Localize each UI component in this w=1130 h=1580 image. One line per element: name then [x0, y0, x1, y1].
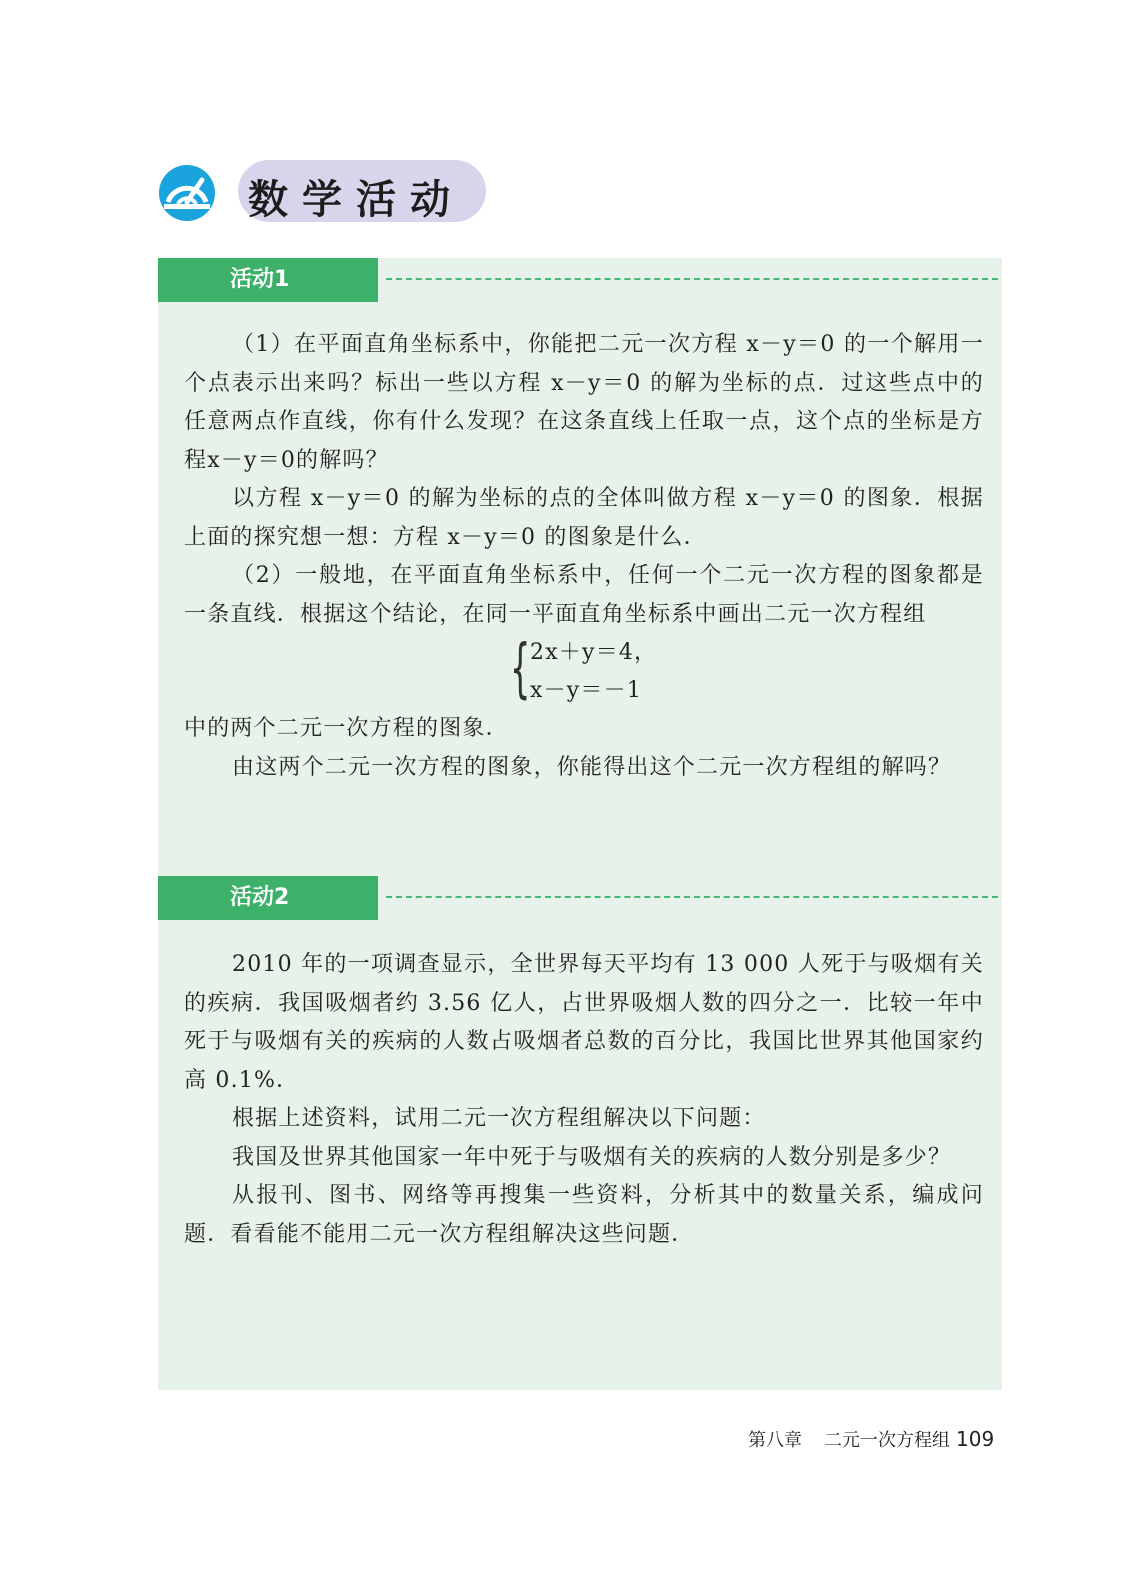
- activity1-divider: [386, 278, 998, 280]
- activity1-paragraph-3: （2）一般地，在平面直角坐标系中，任何一个二元一次方程的图象都是一条直线．根据这个结论，在同一平面直角坐标系中画出二元一次方程组: [184, 563, 984, 627]
- activity1-paragraph-5: 由这两个二元一次方程的图象，你能得出这个二元一次方程组的解吗？: [232, 754, 952, 780]
- activity1-paragraph-4: 中的两个二元一次方程的图象．: [184, 716, 509, 741]
- page-number: 109: [956, 1427, 995, 1451]
- activity2-tab: 活动2: [158, 876, 378, 920]
- activity-panel: [158, 258, 1002, 1390]
- equation-2: x－y＝－1: [530, 678, 643, 703]
- activity1-paragraph-2: 以方程 x－y＝0 的解为坐标的点的全体叫做方程 x－y＝0 的图象．根据上面的探究想一想：方程 x－y＝0 的图象是什么．: [184, 486, 984, 550]
- equation-system: [184, 634, 984, 710]
- activity1-tab: 活动1: [158, 258, 378, 302]
- compass-icon: [158, 164, 216, 222]
- footer-chapter: 第八章: [748, 1430, 802, 1451]
- page-footer: [748, 1426, 994, 1452]
- activity1-paragraph-1: （1）在平面直角坐标系中，你能把二元一次方程 x－y＝0 的一个解用一个点表示出来吗？标出一些以方程 x－y＝0 的解为坐标的点．过这些点中的任意两点作直线，你有什么发现？在这条直线上任取一点，这个点的坐标是方程x－y＝0的解吗？: [184, 332, 984, 473]
- page-title: 数学活动: [248, 176, 464, 223]
- equation-1: 2x＋y＝4，: [530, 640, 658, 665]
- activity2-divider: [386, 896, 998, 898]
- activity2-paragraph-1: 2010 年的一项调查显示，全世界每天平均有 13 000 人死于与吸烟有关的疾病．我国吸烟者约 3.56 亿人，占世界吸烟人数的四分之一．比较一年中死于与吸烟有关的疾病的人数占吸烟者总数的百分比，我国比世界其他国家约高 0.1%．: [184, 952, 984, 1093]
- activity2-paragraph-2: 根据上述资料，试用二元一次方程组解决以下问题：: [232, 1106, 766, 1131]
- section-header: [158, 158, 558, 228]
- activity1-body: [184, 326, 984, 787]
- footer-section: 二元一次方程组: [824, 1430, 950, 1451]
- brace-icon: {: [510, 632, 531, 706]
- activity2-paragraph-4: 从报刊、图书、网络等再搜集一些资料，分析其中的数量关系，编成问题．看看能不能用二元一次方程组解决这些问题．: [184, 1183, 984, 1247]
- activity2-body: [184, 946, 984, 1254]
- activity2-paragraph-3: 我国及世界其他国家一年中死于与吸烟有关的疾病的人数分别是多少？: [232, 1144, 952, 1170]
